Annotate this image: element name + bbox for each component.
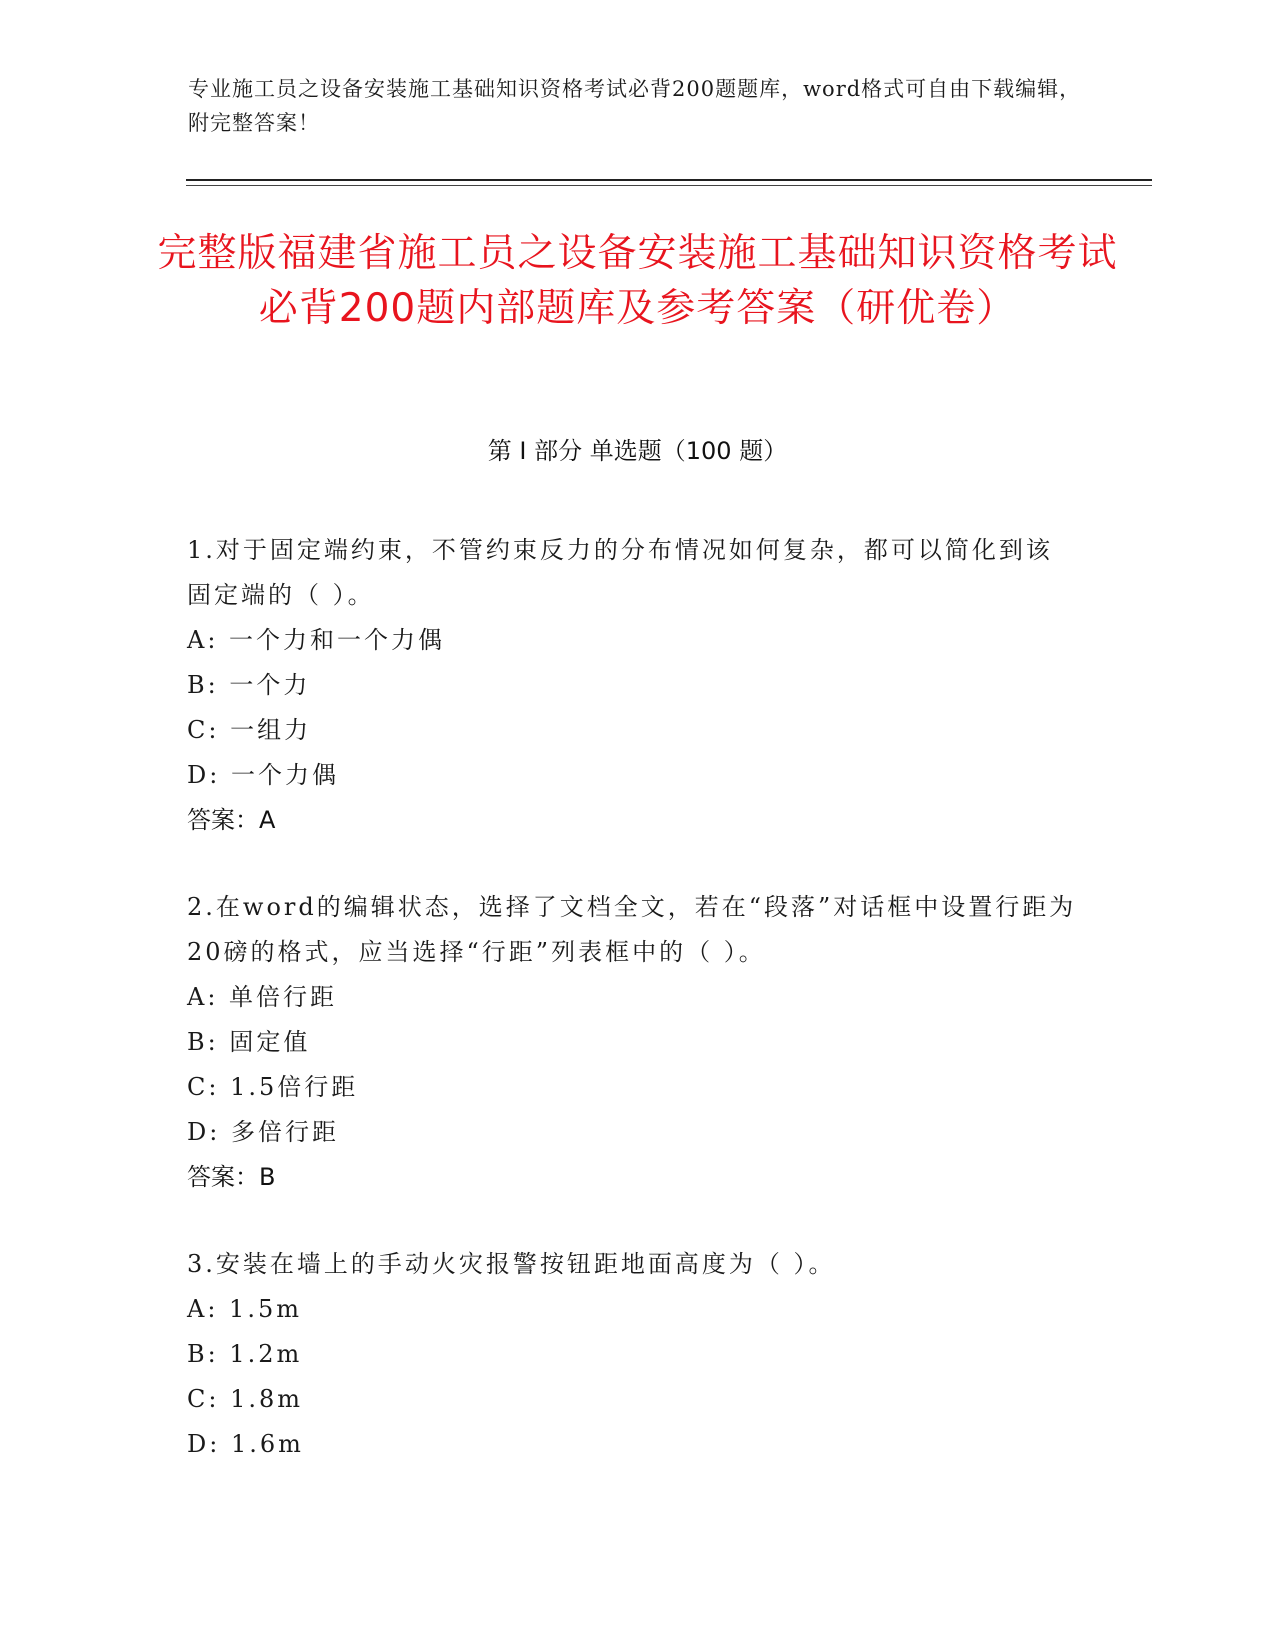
- question-list: [187, 528, 1077, 1509]
- header-rule-thin: [186, 185, 1152, 186]
- option-c: C: 1.8m: [187, 1385, 304, 1413]
- option-d: D: 一个力偶: [187, 761, 339, 789]
- header-rule-thick: [186, 179, 1152, 181]
- question-1: [187, 528, 1077, 843]
- option-c: C: 1.5倍行距: [187, 1073, 359, 1101]
- option-c: C: 一组力: [187, 716, 312, 744]
- answer: 答案：A: [187, 806, 276, 834]
- document-title: 完整版福建省施工员之设备安装施工基础知识资格考试必背200题内部题库及参考答案（研优卷）: [157, 231, 1118, 331]
- question-2: [187, 885, 1077, 1200]
- option-b: B: 固定值: [187, 1028, 311, 1056]
- answer: 答案：B: [187, 1163, 276, 1191]
- header-note: 专业施工员之设备安装施工基础知识资格考试必背200题题库，word格式可自由下载编辑，附完整答案！: [188, 77, 1082, 135]
- option-d: D: 1.6m: [187, 1430, 304, 1458]
- section-heading: 第 I 部分 单选题（100 题）: [487, 437, 788, 465]
- question-stem: 2.在word的编辑状态，选择了文档全文，若在“段落”对话框中设置行距为20磅的格式，应当选择“行距”列表框中的（ ）。: [187, 893, 1077, 966]
- option-a: A: 一个力和一个力偶: [187, 626, 446, 654]
- question-stem: 1.对于固定端约束，不管约束反力的分布情况如何复杂，都可以简化到该固定端的（ ）。: [187, 536, 1053, 609]
- question-3: [187, 1242, 1077, 1467]
- option-a: A: 单倍行距: [187, 983, 338, 1011]
- option-a: A: 1.5m: [187, 1295, 302, 1323]
- option-b: B: 1.2m: [187, 1340, 303, 1368]
- option-b: B: 一个力: [187, 671, 311, 699]
- option-d: D: 多倍行距: [187, 1118, 339, 1146]
- question-stem: 3.安装在墙上的手动火灾报警按钮距地面高度为（ ）。: [187, 1250, 836, 1278]
